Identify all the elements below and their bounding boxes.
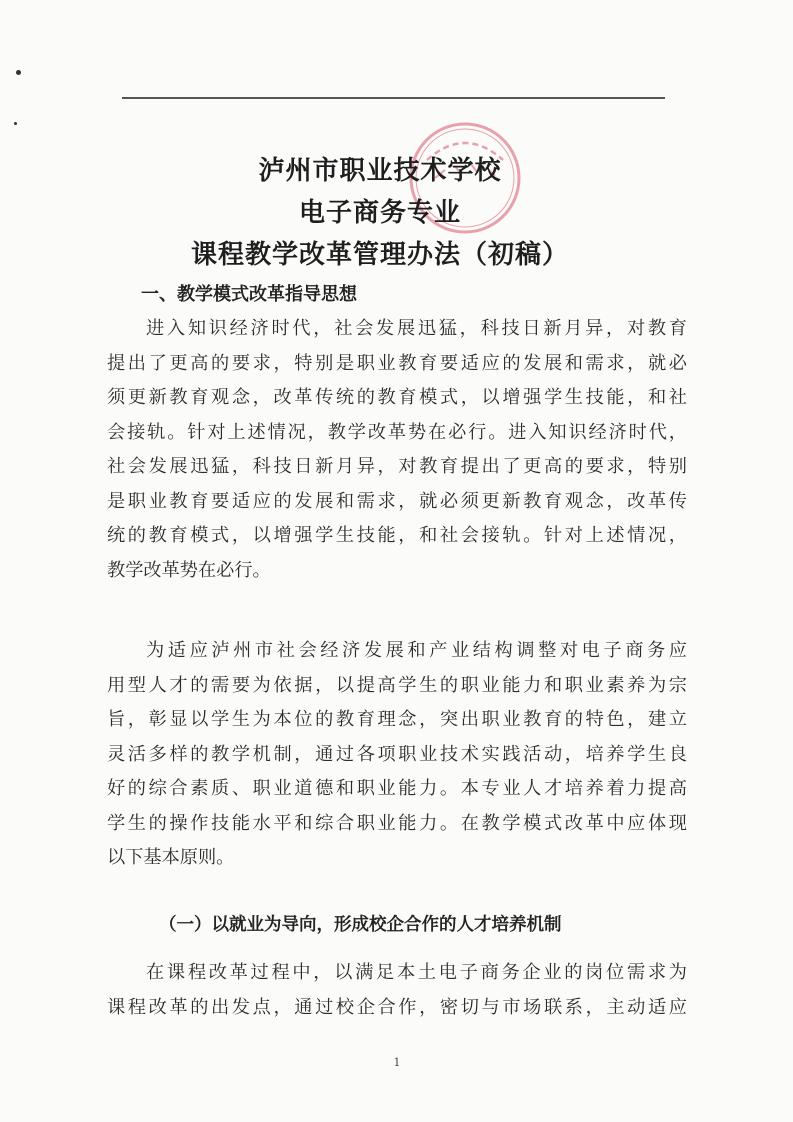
paragraph-line: 学生的操作技能水平和综合职业能力。在教学模式改革中应体现 [107,812,687,834]
paragraph-line: 是职业教育要适应的发展和需求，就必须更新教育观念，改革传 [107,490,687,512]
header-rule [122,97,665,99]
paragraph-adaptation [107,634,687,876]
scan-speck [14,122,17,125]
paragraph-line: 教学改革势在必行。 [107,559,271,581]
paragraph-line: 提出了更高的要求，特别是职业教育要适应的发展和需求，就必 [107,352,687,374]
paragraph-line: 统的教育模式，以增强学生技能，和社会接轨。针对上述情况， [107,525,687,546]
scan-speck [16,70,21,75]
page-number: 1 [393,1056,401,1069]
paragraph-line: 课程改革的出发点，通过校企合作，密切与市场联系，主动适应 [107,996,687,1018]
title-line-subject: 课程教学改革管理办法（初稿） [190,240,569,270]
title-line-school: 泸州市职业技术学校 [258,156,502,186]
paragraph-line: 须更新教育观念，改革传统的教育模式，以增强学生技能，和社 [107,387,687,408]
paragraph-curriculum-reform [107,956,687,1025]
paragraph-line: 会接轨。针对上述情况，教学改革势在必行。进入知识经济时代， [107,421,687,443]
title-line-major: 电子商务专业 [298,198,461,228]
paragraph-line: 好的综合素质、职业道德和职业能力。本专业人才培养着力提高 [107,778,687,799]
paragraph-line: 社会发展迅猛，科技日新月异，对教育提出了更高的要求，特别 [107,456,687,477]
subheading-employment-oriented: （一）以就业为导向，形成校企合作的人才培养机制 [159,915,562,935]
section-heading: 一、教学模式改革指导思想 [141,284,357,305]
paragraph-line: 灵活多样的教学机制，通过各项职业技术实践活动，培养学生良 [107,743,687,765]
paragraph-guiding-thought [107,312,687,588]
paragraph-line: 用型人才的需要为依据，以提高学生的职业能力和职业素养为宗 [107,674,687,696]
document-title [130,150,630,276]
paragraph-line: 旨，彰显以学生为本位的教育理念，突出职业教育的特色，建立 [107,709,687,730]
paragraph-line: 以下基本原则。 [107,847,235,868]
paragraph-line: 在课程改革过程中，以满足本土电子商务企业的岗位需求为 [146,962,687,983]
paragraph-line: 进入知识经济时代，社会发展迅猛，科技日新月异，对教育 [146,318,687,339]
paragraph-line: 为适应泸州市社会经济发展和产业结构调整对电子商务应 [146,640,687,661]
